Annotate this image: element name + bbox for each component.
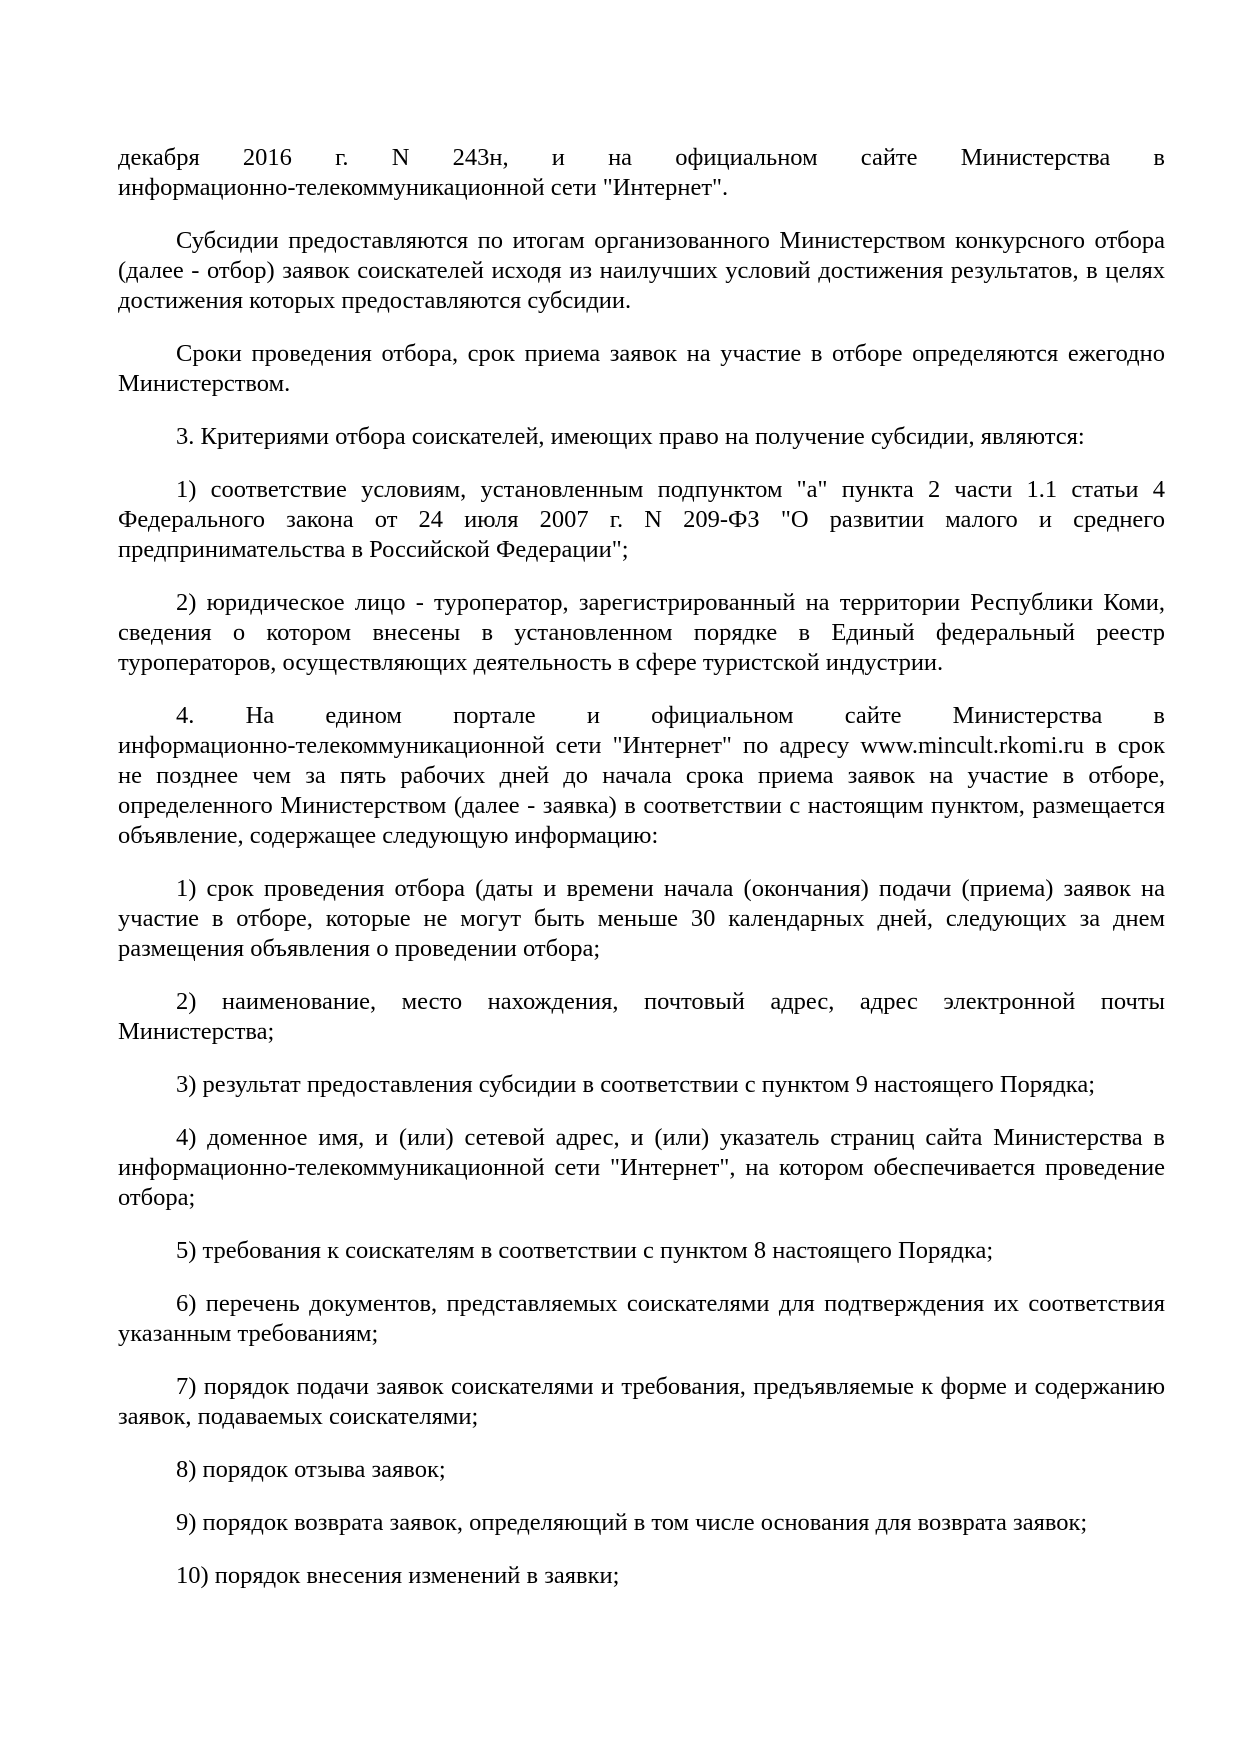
paragraph [118,339,1165,399]
paragraph [118,143,1165,203]
document-page [118,143,1165,1614]
paragraph [118,1561,1165,1591]
text-line: 4. На едином портале и официальном сайте Министерства в [176,702,1165,729]
text-line: 8) порядок отзыва заявок; [176,1456,446,1483]
text-line: Министерства; [118,1018,275,1045]
text-line: достижения которых предоставляются субсидии. [118,287,632,314]
paragraph [118,1123,1165,1213]
text-line: 4) доменное имя, и (или) сетевой адрес, и (или) указатель страниц сайта Министерства в [176,1124,1165,1151]
text-line: указанным требованиям; [118,1320,379,1347]
paragraph [118,701,1165,851]
text-line: 5) требования к соискателям в соответствии с пунктом 8 настоящего Порядка; [176,1237,994,1264]
text-line: 1) срок проведения отбора (даты и времени начала (окончания) подачи (приема) заявок на [176,875,1165,902]
text-line: 3) результат предоставления субсидии в соответствии с пунктом 9 настоящего Порядка; [176,1071,1096,1098]
paragraph [118,874,1165,964]
text-line: заявок, подаваемых соискателями; [118,1403,479,1430]
text-line: 1) соответствие условиям, установленным подпунктом "а" пункта 2 части 1.1 статьи 4 [176,476,1165,503]
text-line: определенного Министерством (далее - заявка) в соответствии с настоящим пунктом, размещается [118,792,1165,819]
text-line: объявление, содержащее следующую информацию: [118,822,659,849]
paragraph [118,1508,1165,1538]
text-line: не позднее чем за пять рабочих дней до начала срока приема заявок на участие в отборе, [118,762,1165,789]
text-line: (далее - отбор) заявок соискателей исходя из наилучших условий достижения результатов, в целях [118,257,1165,284]
text-line: размещения объявления о проведении отбора; [118,935,601,962]
paragraph [118,1455,1165,1485]
text-line: 2) юридическое лицо - туроператор, зарегистрированный на территории Республики Коми, [176,589,1165,616]
paragraph [118,475,1165,565]
text-line: информационно-телекоммуникационной сети "Интернет". [118,174,729,201]
text-line: информационно-телекоммуникационной сети "Интернет", на котором обеспечивается проведение [118,1154,1165,1181]
paragraph [118,422,1165,452]
text-line: 2) наименование, место нахождения, почтовый адрес, адрес электронной почты [176,988,1165,1015]
text-line: Сроки проведения отбора, срок приема заявок на участие в отборе определяются ежегодно [176,340,1165,367]
paragraph [118,1372,1165,1432]
paragraph [118,1289,1165,1349]
text-line: информационно-телекоммуникационной сети "Интернет" по адресу www.mincult.rkomi.ru в срок [118,732,1165,759]
paragraph [118,226,1165,316]
text-line: Министерством. [118,370,291,397]
text-line: Федерального закона от 24 июля 2007 г. N 209-ФЗ "О развитии малого и среднего [118,506,1165,533]
paragraph [118,588,1165,678]
text-line: предпринимательства в Российской Федерации"; [118,536,629,563]
text-line: 7) порядок подачи заявок соискателями и требования, предъявляемые к форме и содержанию [176,1373,1165,1400]
text-line: декабря 2016 г. N 243н, и на официальном сайте Министерства в [118,144,1165,171]
text-line: 10) порядок внесения изменений в заявки; [176,1562,620,1589]
paragraph [118,1070,1165,1100]
text-line: участие в отборе, которые не могут быть меньше 30 календарных дней, следующих за днем [118,905,1165,932]
text-line: Субсидии предоставляются по итогам организованного Министерством конкурсного отбора [176,227,1165,254]
text-line: 6) перечень документов, представляемых соискателями для подтверждения их соответствия [176,1290,1165,1317]
paragraph [118,987,1165,1047]
text-line: отбора; [118,1184,196,1211]
paragraph [118,1236,1165,1266]
text-line: 9) порядок возврата заявок, определяющий в том числе основания для возврата заявок; [176,1509,1088,1536]
text-line: туроператоров, осуществляющих деятельность в сфере туристской индустрии. [118,649,944,676]
text-line: сведения о котором внесены в установленном порядке в Единый федеральный реестр [118,619,1165,646]
text-line: 3. Критериями отбора соискателей, имеющих право на получение субсидии, являются: [176,423,1085,450]
